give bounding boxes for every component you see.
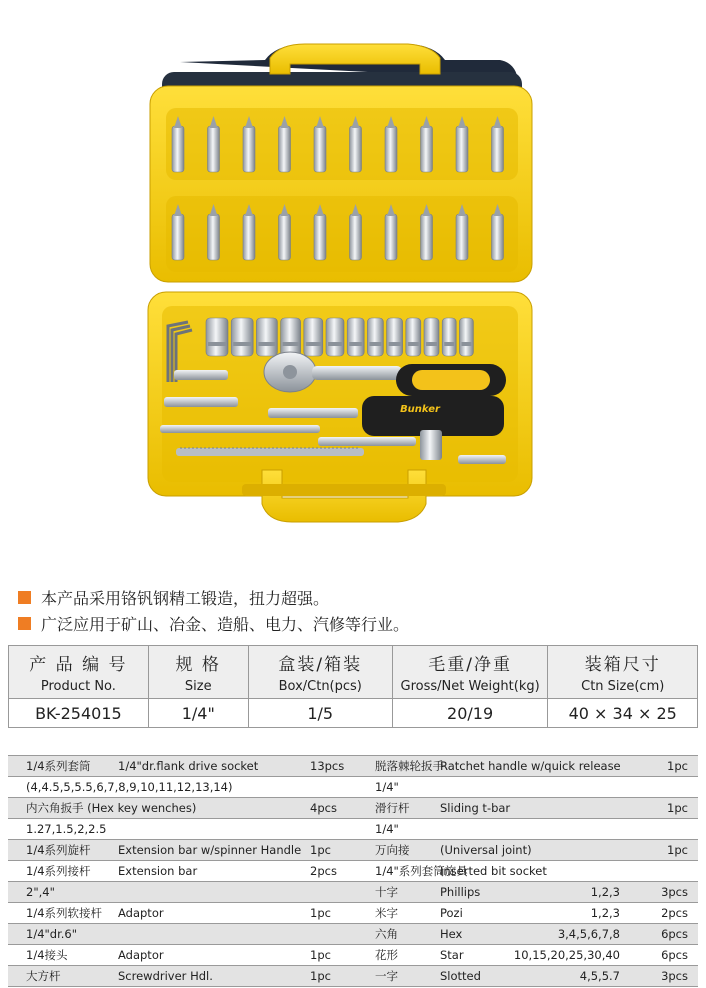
contents-list (8, 755, 698, 987)
socket (347, 318, 364, 356)
item-english: Adaptor (118, 948, 164, 962)
contents-row (8, 818, 698, 839)
item-qty: 1pc (310, 969, 331, 983)
socket (367, 318, 383, 356)
feature-item (18, 584, 409, 610)
item-name: (4,4.5,5,5.5,6,7,8,9,10,11,12,13,14) (26, 780, 233, 794)
bullet-square (18, 591, 31, 604)
item-name-right: 一字 (375, 969, 398, 983)
contents-row (8, 902, 698, 923)
item-qty: 2pcs (310, 864, 337, 878)
value-ctn-size: 40 × 34 × 25 (548, 699, 698, 728)
item-qty: 1pc (310, 843, 331, 857)
item-name-right: 滑行杆 (375, 801, 410, 815)
socket (406, 318, 421, 356)
item-qty-right: 1pc (667, 801, 688, 815)
socket (304, 318, 323, 356)
header-box-ctn: 盒装/箱装 Box/Ctn(pcs) (248, 646, 392, 699)
item-english-right: Star (440, 948, 464, 962)
item-name: 1/4系列软接杆 (26, 906, 103, 920)
socket (459, 318, 473, 356)
item-english-right: Slotted (440, 969, 481, 983)
socket (442, 318, 456, 356)
item-name-right: 脱落棘轮扳手 (375, 759, 444, 773)
feature-text: 广泛应用于矿山、冶金、造船、电力、汽修等行业。 (41, 614, 410, 634)
item-name-right: 万向接 (375, 843, 410, 857)
socket (231, 318, 253, 356)
header-weight: 毛重/净重 Gross/Net Weight(kg) (392, 646, 548, 699)
item-qty: 4pcs (310, 801, 337, 815)
contents-row (8, 797, 698, 818)
item-name: 1/4系列套筒 (26, 759, 91, 773)
contents-row (8, 944, 698, 965)
item-english-right: Pozi (440, 906, 463, 920)
item-english-right: Inserted bit socket (440, 864, 547, 878)
socket (387, 318, 403, 356)
item-english: Screwdriver Hdl. (118, 969, 213, 983)
feature-text: 本产品采用铬钒钢精工锻造，扭力超强。 (41, 588, 330, 608)
item-english: Adaptor (118, 906, 164, 920)
contents-row (8, 839, 698, 860)
contents-row (8, 776, 698, 797)
value-size: 1/4" (148, 699, 248, 728)
item-qty: 1pc (310, 948, 331, 962)
item-qty-right: 1pc (667, 843, 688, 857)
item-qty-right: 1pc (667, 759, 688, 773)
item-english-right: Hex (440, 927, 463, 941)
value-weight: 20/19 (392, 699, 548, 728)
item-qty-right: 3pcs (661, 885, 688, 899)
socket (281, 318, 301, 356)
socket (424, 318, 439, 356)
item-name-right: 米字 (375, 906, 398, 920)
item-sizes-right: 4,5,5.7 (579, 969, 620, 983)
contents-row (8, 860, 698, 881)
contents-row (8, 923, 698, 944)
item-name-right: 花形 (375, 948, 398, 962)
spec-header-row (9, 646, 698, 699)
feature-list (18, 584, 409, 636)
contents-row (8, 881, 698, 902)
header-size: 规 格 Size (148, 646, 248, 699)
item-name-right: 1/4"系列套筒旋具 (375, 864, 468, 878)
item-english-right: Sliding t-bar (440, 801, 511, 815)
item-name: 1/4接头 (26, 948, 68, 962)
item-qty-right: 6pcs (661, 948, 688, 962)
socket (256, 318, 277, 356)
item-sizes-right: 3,4,5,6,7,8 (557, 927, 620, 941)
item-name-right: 六角 (375, 927, 398, 941)
spec-value-row (9, 699, 698, 728)
value-product-no: BK-254015 (9, 699, 149, 728)
item-name-right: 十字 (375, 885, 398, 899)
socket (326, 318, 344, 356)
item-name: 大方杆 (26, 969, 61, 983)
contents-row (8, 755, 698, 776)
feature-item (18, 610, 409, 636)
item-english-right: Phillips (440, 885, 481, 899)
item-name: 1/4系列接杆 (26, 864, 91, 878)
header-ctn-size: 装箱尺寸 Ctn Size(cm) (548, 646, 698, 699)
item-name: 1/4"dr.6" (26, 927, 78, 941)
item-name: 内六角扳手 (Hex key wenches) (26, 801, 197, 815)
item-sizes-right: 1,2,3 (590, 906, 620, 920)
drive-sockets (206, 318, 473, 356)
item-english-right: (Universal joint) (440, 843, 532, 857)
item-name-right: 1/4" (375, 822, 399, 836)
item-english: Extension bar (118, 864, 198, 878)
item-english: 1/4"dr.flank drive socket (118, 759, 259, 773)
socket (206, 318, 228, 356)
item-name-right: 1/4" (375, 780, 399, 794)
item-qty: 13pcs (310, 759, 345, 773)
item-name: 1.27,1.5,2,2.5 (26, 822, 107, 836)
contents-row (8, 965, 698, 987)
brand-logo: Bunker (400, 404, 440, 415)
item-qty-right: 6pcs (661, 927, 688, 941)
item-name: 2",4" (26, 885, 55, 899)
header-product-no: 产 品 编 号 Product No. (9, 646, 149, 699)
value-box-ctn: 1/5 (248, 699, 392, 728)
item-sizes-right: 10,15,20,25,30,40 (513, 948, 620, 962)
item-name: 1/4系列旋杆 (26, 843, 91, 857)
item-qty: 1pc (310, 906, 331, 920)
item-sizes-right: 1,2,3 (590, 885, 620, 899)
bullet-square (18, 617, 31, 630)
spec-table (8, 645, 698, 728)
item-english: Extension bar w/spinner Handle (118, 843, 302, 857)
item-qty-right: 2pcs (661, 906, 688, 920)
item-qty-right: 3pcs (661, 969, 688, 983)
item-english-right: Ratchet handle w/quick release (440, 759, 621, 773)
